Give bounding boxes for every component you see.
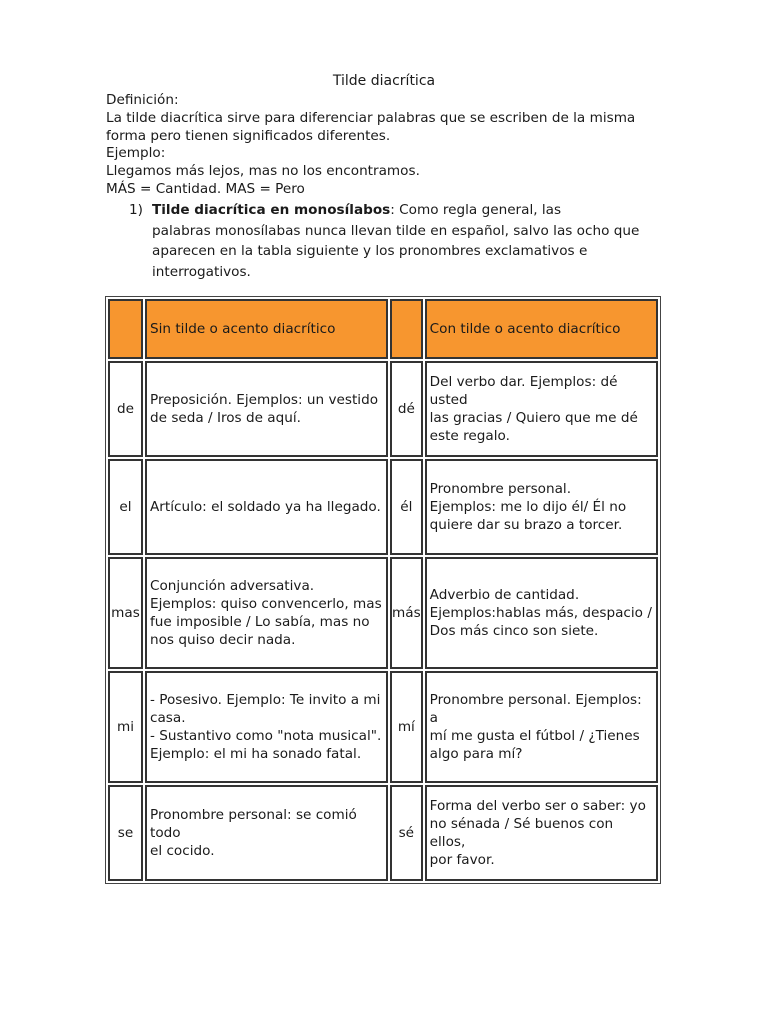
meaning-cell bbox=[145, 459, 388, 555]
word-without-accent: se bbox=[108, 785, 143, 881]
list-text-line: interrogativos. bbox=[152, 263, 251, 280]
table-header-cell bbox=[108, 299, 143, 359]
word-without-accent: de bbox=[108, 361, 143, 457]
list-text bbox=[152, 200, 652, 282]
cell-line: Artículo: el soldado ya ha llegado. bbox=[150, 499, 381, 515]
word-with-accent: más bbox=[390, 557, 423, 669]
list-heading: Tilde diacrítica en monosílabos bbox=[152, 202, 391, 218]
intro-line: MÁS = Cantidad. MAS = Pero bbox=[106, 180, 305, 197]
cell-line: el cocido. bbox=[150, 843, 215, 859]
word-without-accent: mas bbox=[108, 557, 143, 669]
cell-line: Ejemplo: el mi ha sonado fatal. bbox=[150, 746, 362, 762]
cell-line: Pronombre personal: se comió todo bbox=[150, 807, 357, 841]
meaning-cell bbox=[425, 361, 658, 457]
diacritic-table bbox=[105, 296, 661, 884]
meaning-cell bbox=[145, 361, 388, 457]
word-with-accent: sé bbox=[390, 785, 423, 881]
table-row bbox=[108, 785, 658, 881]
cell-line: Del verbo dar. Ejemplos: dé usted bbox=[429, 374, 618, 408]
cell-line: las gracias / Quiero que me dé bbox=[429, 410, 638, 426]
cell-line: nos quiso decir nada. bbox=[150, 632, 296, 648]
table-header-row bbox=[108, 299, 658, 359]
meaning-cell bbox=[145, 785, 388, 881]
cell-line: casa. bbox=[150, 710, 186, 726]
intro-line: Definición: bbox=[106, 92, 179, 108]
cell-line: algo para mí? bbox=[429, 746, 523, 762]
page-title: Tilde diacrítica bbox=[332, 73, 436, 89]
cell-line: no sénada / Sé buenos con ellos, bbox=[429, 816, 614, 850]
cell-line: mí me gusta el fútbol / ¿Tienes bbox=[429, 728, 640, 744]
cell-line: Adverbio de cantidad. bbox=[429, 587, 580, 603]
cell-line: de seda / Iros de aquí. bbox=[150, 410, 301, 426]
cell-line: Pronombre personal. Ejemplos: a bbox=[429, 692, 642, 726]
word-without-accent: el bbox=[108, 459, 143, 555]
intro-line: Llegamos más lejos, mas no los encontramos. bbox=[106, 163, 420, 180]
table-header-cell: Sin tilde o acento diacrítico bbox=[145, 299, 388, 359]
meaning-cell bbox=[145, 671, 388, 783]
intro-line: La tilde diacrítica sirve para diferenciar palabras que se escriben de la misma bbox=[106, 109, 636, 126]
table-row bbox=[108, 557, 658, 669]
cell-line: - Posesivo. Ejemplo: Te invito a mi bbox=[150, 692, 381, 708]
word-without-accent: mi bbox=[108, 671, 143, 783]
intro-paragraph bbox=[106, 92, 706, 199]
list-text-line: : Como regla general, las bbox=[390, 202, 562, 218]
cell-line: este regalo. bbox=[429, 428, 510, 444]
word-with-accent: mí bbox=[390, 671, 423, 783]
list-text-line: aparecen en la tabla siguiente y los pronombres exclamativos e bbox=[152, 243, 588, 259]
cell-line: Ejemplos: me lo dijo él/ Él no bbox=[429, 499, 627, 515]
cell-line: fue imposible / Lo sabía, mas no bbox=[150, 614, 370, 630]
cell-line: Dos más cinco son siete. bbox=[429, 623, 599, 639]
cell-line: Conjunción adversativa. bbox=[150, 578, 315, 594]
table-row bbox=[108, 361, 658, 457]
meaning-cell bbox=[145, 557, 388, 669]
intro-line: forma pero tienen significados diferentes. bbox=[106, 127, 391, 144]
cell-line: por favor. bbox=[429, 852, 495, 868]
word-with-accent: él bbox=[390, 459, 423, 555]
meaning-cell bbox=[425, 785, 658, 881]
list-text-line: palabras monosílabas nunca llevan tilde en español, salvo las ocho que bbox=[152, 222, 640, 239]
meaning-cell bbox=[425, 459, 658, 555]
meaning-cell bbox=[425, 557, 658, 669]
intro-line: Ejemplo: bbox=[106, 145, 166, 162]
word-with-accent: dé bbox=[390, 361, 423, 457]
cell-line: quiere dar su brazo a torcer. bbox=[429, 517, 623, 533]
meaning-cell bbox=[425, 671, 658, 783]
cell-line: Forma del verbo ser o saber: yo bbox=[429, 798, 646, 814]
cell-line: Ejemplos:hablas más, despacio / bbox=[429, 605, 652, 621]
cell-line: Preposición. Ejemplos: un vestido bbox=[150, 392, 379, 408]
table-row bbox=[108, 459, 658, 555]
list-number: 1) bbox=[129, 202, 143, 218]
cell-line: Pronombre personal. bbox=[429, 481, 572, 497]
cell-line: - Sustantivo como "nota musical". bbox=[150, 728, 382, 744]
table-header-cell: Con tilde o acento diacrítico bbox=[425, 299, 658, 359]
table-row bbox=[108, 671, 658, 783]
table-header-cell bbox=[390, 299, 423, 359]
cell-line: Ejemplos: quiso convencerlo, mas bbox=[150, 596, 382, 612]
